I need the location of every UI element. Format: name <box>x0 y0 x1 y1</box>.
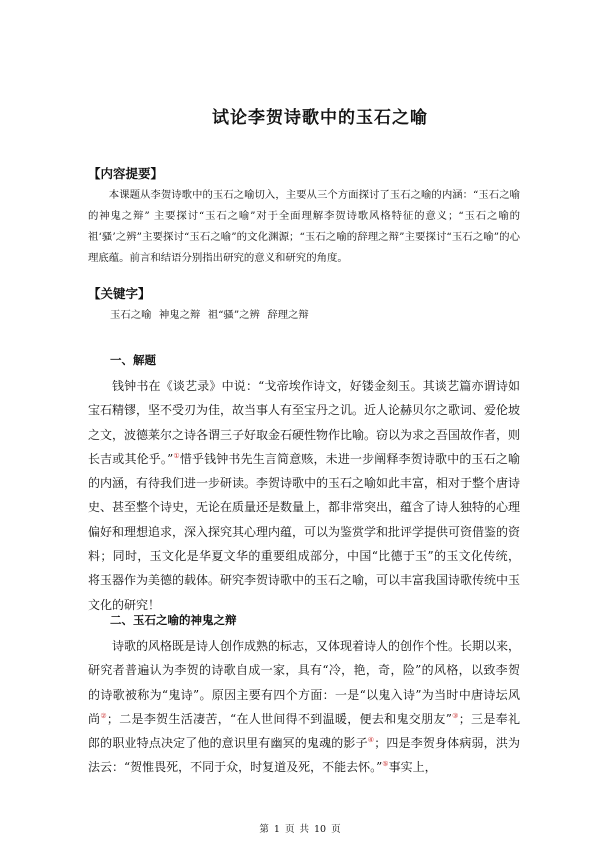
footnote-ref-2[interactable]: ② <box>100 711 107 720</box>
section-1-text-b: 惜乎钱钟书先生言简意赅，未进一步阐释李贺诗歌中的玉石之喻的内涵，有待我们进一步研读。李贺诗歌中的玉石之喻如此丰富，相对于整个唐诗史、甚至整个诗史，无论在质量还是数量上，都非常突出，蕴含了诗人独特的心理偏好和理想追求，深入探究其心理内蕴，可以为鉴赏学和批评学提供可资借鉴的资料；同时，玉文化是华夏文华的重要组成部分，中国“比德于玉”的玉文化传统，将玉器作为美德的载体。研究李贺诗歌中的玉石之喻，可以丰富我国诗歌传统中玉文化的研究！ <box>88 451 521 612</box>
keywords-text: 玉石之喻 神鬼之辩 祖“骚”之辨 辞理之辩 <box>110 309 309 321</box>
section-1-paragraph <box>88 374 520 617</box>
section-heading-1: 一、解题 <box>110 353 156 367</box>
section-2-text-e: 事实上， <box>388 760 437 775</box>
section-2-paragraph <box>88 634 520 780</box>
section-2-text-b: ；二是李贺生活凄苦，“在人世间得不到温暖，便去和鬼交朋友” <box>106 711 452 726</box>
footnote-ref-1[interactable]: ① <box>173 451 180 460</box>
abstract-text: 本课题从李贺诗歌中的玉石之喻切入，主要从三个方面探讨了玉石之喻的内涵：“玉石之喻的神鬼之辩” 主要探讨“玉石之喻”对于全面理解李贺诗歌风格特征的意义；“玉石之喻的祖‘骚’之辨”主要探讨“玉石之喻”的文化渊源；“玉石之喻的辞理之辩”主要探讨“玉石之喻”的心理底蕴。前言和结语分别指出研究的意义和研究的角度。 <box>88 189 520 264</box>
paper-title: 试论李贺诗歌中的玉石之喻 <box>212 108 428 128</box>
footnote-ref-4[interactable]: ④ <box>367 736 375 745</box>
keywords-heading: 【关键字】 <box>88 286 151 301</box>
section-1-text-a: 钱钟书在《谈艺录》中说：“戈帝埃作诗文，好镂金刻玉。其谈艺篇亦谓诗如宝石精镠，坚不受刃为佳，故当事人有至宝丹之讥。近人论赫贝尔之歌词、爱伦坡之文，波德莱尔之诗各谓三子好取金石硬性物作比喻。窃以为求之吾国故作者，则长吉或其伦乎。” <box>88 379 521 466</box>
section-2-text-a: 诗歌的风格既是诗人创作成熟的标志，又体现着诗人的创作个性。长期以来，研究者普遍认为李贺的诗歌自成一家，具有“冷，艳，奇，险”的风格，以致李贺的诗歌被称为“鬼诗”。原因主要有四个方面：一是“以鬼入诗”为当时中唐诗坛风尚 <box>88 639 521 726</box>
page-footer: 第 1 页 共 10 页 <box>259 824 341 835</box>
section-2-text-d: ；四是李贺身体病弱，洪为法云：“贺惟畏死，不同于众，时复道及死，不能去怀。” <box>88 736 520 775</box>
section-heading-2: 二、玉石之喻的神鬼之辩 <box>110 613 237 627</box>
footnote-ref-5[interactable]: ⑤ <box>382 760 389 769</box>
abstract-heading: 【内容提要】 <box>88 166 164 181</box>
footnote-ref-3[interactable]: ③ <box>451 711 459 720</box>
section-2-text-c: ；三是奉礼郎的职业特点决定了他的意识里有幽冥的鬼魂的影子 <box>88 711 520 751</box>
